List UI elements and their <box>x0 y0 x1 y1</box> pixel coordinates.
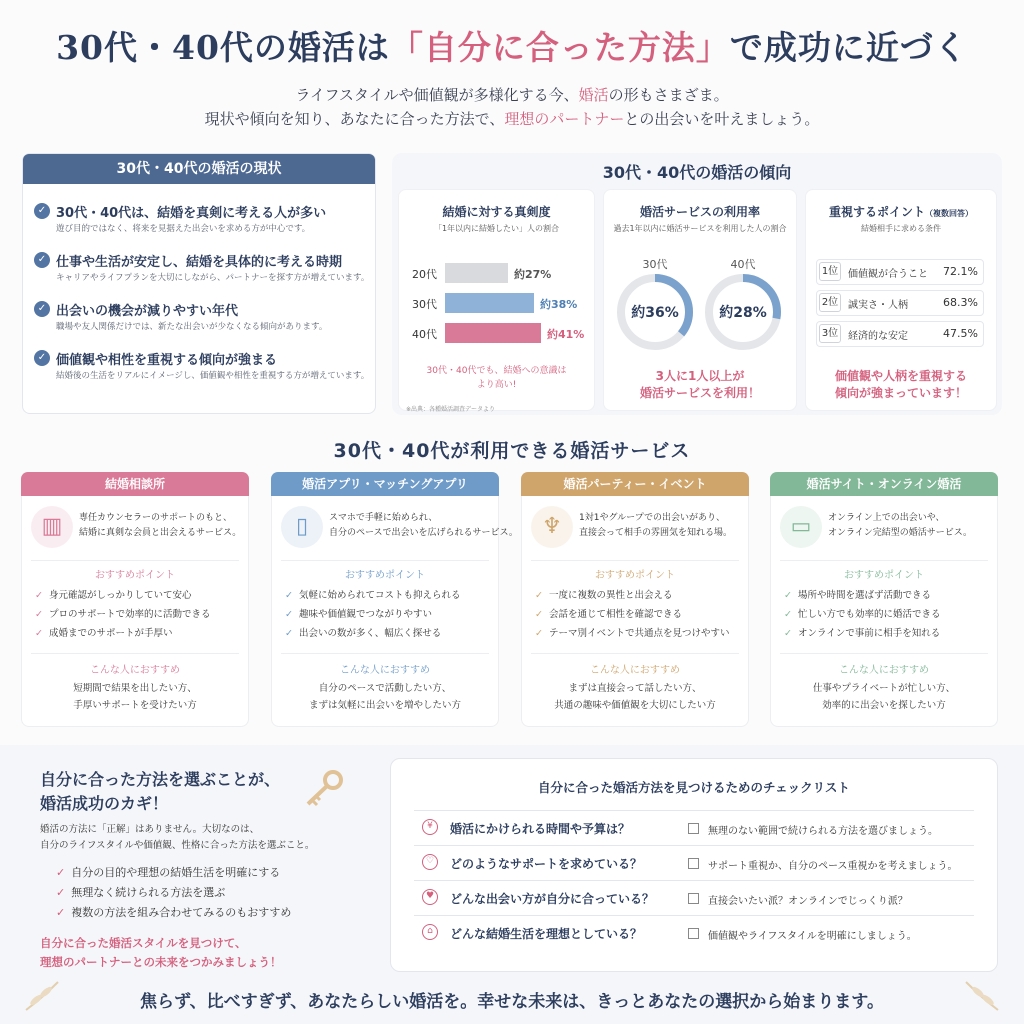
service-description <box>79 511 241 541</box>
bar-label: 20代 <box>412 268 437 281</box>
source-note: ※出典：各種婚活調査データより <box>406 406 496 413</box>
rank-label: 誠実さ・人柄 <box>848 300 908 311</box>
rank-value: 72.1% <box>943 265 978 278</box>
page-title: 30代・40代の婚活は「自分に合った方法」で成功に近づく <box>56 28 968 67</box>
divider <box>780 560 988 561</box>
status-item-title: 価値観や相性を重視する傾向が強まる <box>56 353 278 368</box>
divider <box>281 653 489 654</box>
check-icon: ✓ <box>784 590 792 601</box>
recommend-point-text: 成婚までのサポートが手厚い <box>49 628 173 639</box>
check-icon: ✓ <box>34 301 50 317</box>
question-icon: ¥ <box>422 819 438 835</box>
target-description <box>21 680 249 714</box>
checkbox[interactable] <box>688 928 699 939</box>
target-line: 共通の趣味や価値観を大切にしたい方 <box>554 700 716 711</box>
service-description <box>579 511 732 541</box>
service-description-line: 結婚に真剣な会員と出会えるサービス。 <box>79 528 242 538</box>
recommend-point-text: プロのサポートで効率的に活動できる <box>49 609 211 620</box>
recommend-point <box>35 587 192 601</box>
checklist-answer: 直接会いたい派？オンラインでじっくり派？ <box>708 896 908 907</box>
rank-label: 経済的な安定 <box>848 331 908 342</box>
ring-value: 約28% <box>719 305 767 321</box>
recommend-point <box>535 625 730 639</box>
rank-value: 68.3% <box>943 296 978 309</box>
check-icon: ✓ <box>285 590 293 601</box>
status-item-title: 30代・40代は、結婚を真剣に考える人が多い <box>56 206 327 221</box>
check-icon: ✓ <box>285 609 293 620</box>
bar <box>445 263 508 283</box>
advice-check-text: 無理なく続けられる方法を選ぶ <box>71 886 226 899</box>
check-icon: ✓ <box>34 252 50 268</box>
target-line: まずは直接会って話したい方、 <box>568 683 702 694</box>
recommend-point <box>35 606 211 620</box>
recommend-point <box>285 587 461 601</box>
bar <box>445 293 534 313</box>
usage-subtitle: 過去1年以内に婚活サービスを利用した人の割合 <box>613 224 787 233</box>
advice-check-item <box>56 864 280 880</box>
checkbox[interactable] <box>688 893 699 904</box>
status-item-title: 出会いの機会が減りやすい年代 <box>56 304 239 319</box>
check-icon: ✓ <box>285 628 293 639</box>
ring-value: 約36% <box>631 305 679 321</box>
ring-label: 40代 <box>730 258 756 271</box>
divider <box>531 653 739 654</box>
divider <box>414 845 974 846</box>
target-label: こんな人におすすめ <box>339 665 431 676</box>
target-line: 効率的に出会いを探したい方 <box>822 700 946 711</box>
priorities-note: 価値観や人柄を重視する 傾向が強まっています！ <box>834 369 967 400</box>
rank-badge: 2位 <box>819 293 841 312</box>
target-line: まずは気軽に出会いを増やしたい方 <box>308 700 461 711</box>
recommend-point-text: テーマ別イベントで共通点を見つけやすい <box>549 628 730 639</box>
bar-label: 30代 <box>412 298 437 311</box>
target-description <box>521 680 749 714</box>
recommend-point-text: 出会いの数が多く、幅広く探せる <box>299 628 442 639</box>
status-item-subtitle: 遊び目的ではなく、将来を見据えた出会いを求める方が中心です。 <box>56 224 311 234</box>
rank-label: 価値観が合うこと <box>848 269 928 280</box>
divider <box>414 810 974 811</box>
recommend-point <box>285 625 441 639</box>
recommend-point-text: 忙しい方でも効率的に婚活できる <box>798 609 941 620</box>
question-icon: ♥ <box>422 889 438 905</box>
question-icon: ♡ <box>422 854 438 870</box>
bar-label: 40代 <box>412 328 437 341</box>
usage-title: 婚活サービスの利用率 <box>639 205 760 219</box>
recommend-point <box>535 606 682 620</box>
status-item-subtitle: キャリアやライフプランを大切にしながら、パートナーを探す方が増えています。 <box>56 273 370 283</box>
checklist-heading: 自分に合った婚活方法を見つけるためのチェックリスト <box>538 780 850 795</box>
target-label: こんな人におすすめ <box>838 665 930 676</box>
check-icon: ✓ <box>35 628 43 639</box>
checklist-question: 婚活にかけられる時間や予算は？ <box>450 822 631 836</box>
check-icon: ✓ <box>56 866 66 879</box>
check-icon: ✓ <box>34 203 50 219</box>
checklist-answer: 無理のない範囲で続けられる方法を選びましょう。 <box>708 826 938 837</box>
advice-body: 婚活の方法に「正解」はありません。大切なのは、 自分のライフスタイルや価値観、性格に合った方法を選ぶこと。 <box>40 824 315 851</box>
bar-value-label: 約27% <box>514 268 552 281</box>
status-item-title: 仕事や生活が安定し、結婚を具体的に考える時期 <box>56 255 343 270</box>
ring-label: 30代 <box>642 258 668 271</box>
seriousness-title: 結婚に対する真剣度 <box>442 205 551 219</box>
service-header: 婚活パーティー・イベント <box>521 472 749 496</box>
usage-note: 3人に1人以上が 婚活サービスを利用！ <box>639 369 760 400</box>
intro-line-2: 現状や傾向を知り、あなたに合った方法で、理想のパートナーとの出会いを叶えましょう。 <box>204 110 820 128</box>
usage-rings <box>603 250 797 360</box>
building-icon: ▥ <box>31 506 73 548</box>
intro-line-1: ライフスタイルや価値観が多様化する今、婚活の形もさまざま。 <box>295 86 729 104</box>
rank-value: 47.5% <box>943 327 978 340</box>
priorities-title: 重視するポイント（複数回答） <box>828 205 973 219</box>
recommend-point-text: オンラインで事前に相手を知れる <box>798 628 941 639</box>
service-description-line: 直接会って相手の雰囲気を知れる場。 <box>579 528 733 538</box>
checklist-question: どんな結婚生活を理想としている？ <box>450 927 643 941</box>
bar <box>445 323 541 343</box>
service-header: 婚活サイト・オンライン婚活 <box>770 472 998 496</box>
advice-check-text: 自分の目的や理想の結婚生活を明確にする <box>71 866 281 879</box>
recommend-point <box>535 587 673 601</box>
recommend-point <box>784 625 940 639</box>
recommend-label: おすすめポイント <box>94 570 176 581</box>
check-icon: ✓ <box>56 906 66 919</box>
check-icon: ✓ <box>535 590 543 601</box>
laptop-chat-icon: ▭ <box>780 506 822 548</box>
recommend-point-text: 一度に複数の異性と出会える <box>549 590 673 601</box>
target-line: 短期間で結果を出したい方、 <box>73 683 197 694</box>
recommend-point <box>285 606 432 620</box>
rank-badge: 1位 <box>819 262 841 281</box>
target-label: こんな人におすすめ <box>589 665 681 676</box>
key-icon <box>300 768 346 808</box>
advice-closing: 自分に合った婚活スタイルを見つけて、 理想のパートナーとの未来をつかみましょう！ <box>40 936 282 969</box>
checklist-question: どんな出会い方が自分に合っている？ <box>450 892 655 906</box>
bar-value-label: 約38% <box>540 298 578 311</box>
check-icon: ✓ <box>56 886 66 899</box>
service-description-line: スマホで手軽に始められ、 <box>329 513 438 523</box>
recommend-point <box>784 587 931 601</box>
smartphone-icon: ▯ <box>281 506 323 548</box>
divider <box>414 880 974 881</box>
recommend-point <box>35 625 173 639</box>
recommend-point-text: 会話を通じて相性を確認できる <box>549 609 683 620</box>
service-description-line: 自分のペースで出会いを広げられるサービス。 <box>329 528 518 538</box>
recommend-label: おすすめポイント <box>843 570 925 581</box>
status-item-subtitle: 結婚後の生活をリアルにイメージし、価値観や相性を重視する方が増えています。 <box>56 371 370 381</box>
divider <box>780 653 988 654</box>
check-icon: ✓ <box>35 590 43 601</box>
question-icon: ⌂ <box>422 924 438 940</box>
recommend-label: おすすめポイント <box>594 570 676 581</box>
checklist-question: どのようなサポートを求めている？ <box>450 857 643 871</box>
target-line: 手厚いサポートを受けたい方 <box>73 700 197 711</box>
recommend-point-text: 身元確認がしっかりしていて安心 <box>49 590 192 601</box>
recommend-point <box>784 606 941 620</box>
check-icon: ✓ <box>535 609 543 620</box>
divider <box>531 560 739 561</box>
target-line: 自分のペースで活動したい方、 <box>318 683 452 694</box>
target-description <box>770 680 998 714</box>
check-icon: ✓ <box>35 609 43 620</box>
divider <box>31 560 239 561</box>
checklist-answer: 価値観やライフスタイルを明確にしましょう。 <box>708 931 917 942</box>
advice-title: 自分に合った方法を選ぶことが、 婚活成功のカギ！ <box>40 770 281 813</box>
checkbox[interactable] <box>688 823 699 834</box>
check-icon: ✓ <box>784 628 792 639</box>
service-description <box>828 511 972 541</box>
target-line: 仕事やプライベートが忙しい方、 <box>812 683 956 694</box>
rank-badge: 3位 <box>819 324 841 343</box>
divider <box>281 560 489 561</box>
seriousness-note: 30代・40代でも、結婚への意識は より高い! <box>426 366 567 390</box>
advice-check-text: 複数の方法を組み合わせてみるのもおすすめ <box>71 906 292 919</box>
service-description-line: オンライン完結型の婚活サービス。 <box>828 528 973 538</box>
recommend-point-text: 趣味や価値観でつながりやすい <box>299 609 433 620</box>
seriousness-subtitle: 「1年以内に結婚したい」人の割合 <box>433 224 560 233</box>
advice-check-item <box>56 904 291 920</box>
checklist-answer: サポート重視か、自分のペース重視かを考えましょう。 <box>708 861 958 872</box>
status-heading: 30代・40代の婚活の現状 <box>23 154 375 184</box>
toast-glasses-icon: ♆ <box>531 506 573 548</box>
recommend-label: おすすめポイント <box>344 570 426 581</box>
service-description-line: オンライン上での出会いや、 <box>828 513 945 523</box>
bar-value-label: 約41% <box>547 328 585 341</box>
recommend-point-text: 場所や時間を選ばず活動できる <box>798 590 932 601</box>
trends-heading: 30代・40代の婚活の傾向 <box>602 163 792 182</box>
service-header: 婚活アプリ・マッチングアプリ <box>271 472 499 496</box>
checkbox[interactable] <box>688 858 699 869</box>
target-description <box>271 680 499 714</box>
check-icon: ✓ <box>535 628 543 639</box>
advice-check-item <box>56 884 225 900</box>
service-header: 結婚相談所 <box>21 472 249 496</box>
status-item-subtitle: 職場や友人関係だけでは、新たな出会いが少なくなる傾向があります。 <box>56 322 328 332</box>
priorities-subtitle: 結婚相手に求める条件 <box>861 224 941 233</box>
service-description-line: 1対1やグループでの出会いがあり、 <box>579 513 726 523</box>
service-description-line: 専任カウンセラーのサポートのもと、 <box>79 513 233 523</box>
check-icon: ✓ <box>34 350 50 366</box>
service-description <box>329 511 518 541</box>
check-icon: ✓ <box>784 609 792 620</box>
recommend-point-text: 気軽に始められてコストも抑えられる <box>299 590 461 601</box>
divider <box>31 653 239 654</box>
target-label: こんな人におすすめ <box>89 665 181 676</box>
services-heading: 30代・40代が利用できる婚活サービス <box>333 440 691 462</box>
footer-message: 焦らず、比べすぎず、あなたらしい婚活を。幸せな未来は、きっとあなたの選択から始まります。 <box>140 992 884 1012</box>
divider <box>414 915 974 916</box>
